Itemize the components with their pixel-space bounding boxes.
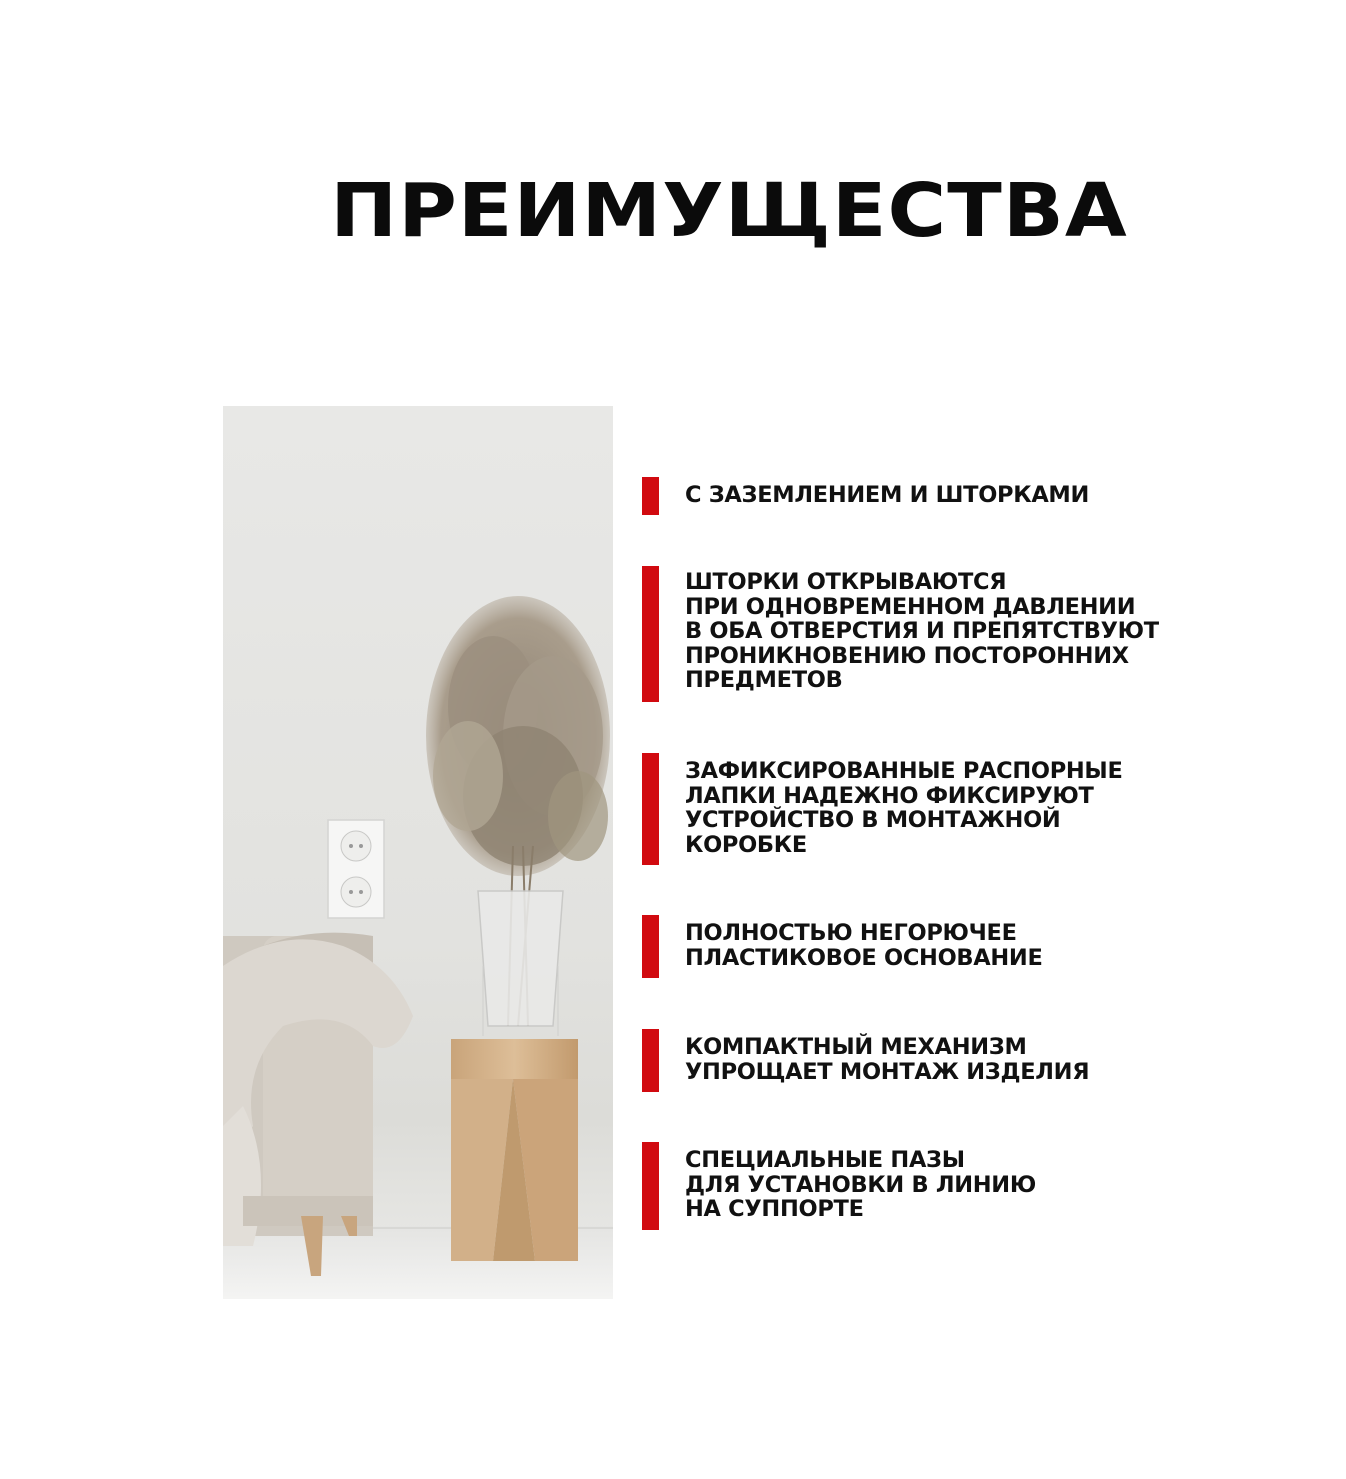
benefit-item: [642, 753, 1123, 865]
benefit-text: ЗАФИКСИРОВАННЫЕ РАСПОРНЫЕ ЛАПКИ НАДЕЖНО ФИКСИРУЮТ УСТРОЙСТВО В МОНТАЖНОЙ КОРОБКЕ: [685, 758, 1123, 858]
red-marker: [642, 753, 659, 865]
sofa: [223, 933, 413, 1276]
benefit-item: [642, 1142, 1036, 1230]
red-marker: [642, 477, 659, 515]
wooden-stool: [451, 1039, 578, 1261]
red-marker: [642, 1142, 659, 1230]
benefit-item: [642, 566, 1159, 702]
interior-photo: [223, 406, 613, 1299]
benefit-item: [642, 1029, 1089, 1092]
glass-vase: [478, 891, 563, 1036]
benefit-text: ШТОРКИ ОТКРЫВАЮТСЯ ПРИ ОДНОВРЕМЕННОМ ДАВЛЕНИИ В ОБА ОТВЕРСТИЯ И ПРЕПЯТСТВУЮТ ПРОНИКНОВЕНИЮ ПОСТОРОННИХ ПРЕДМЕТОВ: [685, 569, 1159, 694]
benefit-text: С ЗАЗЕМЛЕНИЕМ И ШТОРКАМИ: [685, 482, 1090, 508]
page-title: ПРЕИМУЩЕСТВА: [330, 168, 1128, 254]
red-marker: [642, 566, 659, 702]
wall-socket-icon: [328, 820, 384, 918]
benefit-item: [642, 915, 1043, 978]
benefit-text: СПЕЦИАЛЬНЫЕ ПАЗЫ ДЛЯ УСТАНОВКИ В ЛИНИЮ НА СУППОРТЕ: [685, 1147, 1036, 1223]
benefit-item: [642, 477, 1089, 515]
benefit-text: ПОЛНОСТЬЮ НЕГОРЮЧЕЕ ПЛАСТИКОВОЕ ОСНОВАНИЕ: [685, 920, 1043, 971]
interior-illustration: [223, 406, 613, 1299]
red-marker: [642, 915, 659, 978]
benefit-text: КОМПАКТНЫЙ МЕХАНИЗМ УПРОЩАЕТ МОНТАЖ ИЗДЕЛИЯ: [685, 1034, 1090, 1085]
red-marker: [642, 1029, 659, 1092]
